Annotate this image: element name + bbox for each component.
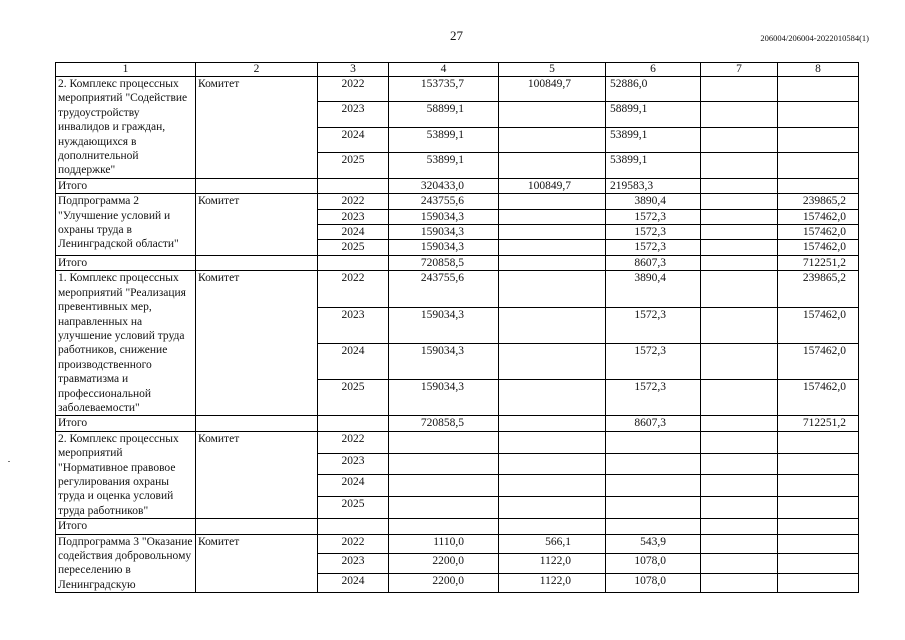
column-header: 8 [778, 63, 859, 77]
executor-cell: Комитет [196, 271, 318, 416]
document-code: 206004/206004-2022010584(1) [760, 33, 869, 43]
program-name-cell: 2. Комплекс процессных мероприятий "Нормативное правовое регулирования охраны труда и оценка условий труда работников" [56, 431, 196, 518]
col5-cell [499, 431, 606, 453]
column-header: 5 [499, 63, 606, 77]
col6-cell: 1078,0 [606, 573, 701, 593]
col8-cell: 157462,0 [778, 209, 859, 224]
col5-cell [499, 380, 606, 416]
col4-cell: 243755,6 [389, 271, 499, 307]
col5-cell [499, 307, 606, 343]
total-col8 [778, 519, 859, 534]
table-row [56, 534, 859, 554]
total-label: Итого [56, 416, 196, 431]
empty-cell [318, 255, 389, 270]
column-header-row [56, 63, 859, 77]
col6-cell [606, 497, 701, 519]
year-cell: 2024 [318, 343, 389, 379]
total-col4: 720858,5 [389, 416, 499, 431]
col4-cell: 159034,3 [389, 343, 499, 379]
col7-cell [701, 343, 778, 379]
table-row [56, 271, 859, 307]
col4-cell: 159034,3 [389, 225, 499, 240]
executor-cell: Комитет [196, 534, 318, 593]
year-cell: 2023 [318, 209, 389, 224]
col7-cell [701, 271, 778, 307]
executor-cell: Комитет [196, 431, 318, 518]
col8-cell: 157462,0 [778, 343, 859, 379]
col5-cell: 1122,0 [499, 554, 606, 574]
total-row [56, 178, 859, 193]
total-col6 [606, 519, 701, 534]
table-row [56, 194, 859, 209]
empty-cell [196, 519, 318, 534]
col6-cell: 53899,1 [606, 127, 701, 152]
year-cell: 2024 [318, 225, 389, 240]
col8-cell [778, 573, 859, 593]
total-col8 [778, 178, 859, 193]
col8-cell [778, 497, 859, 519]
total-col8: 712251,2 [778, 416, 859, 431]
col4-cell: 53899,1 [389, 127, 499, 152]
total-row [56, 255, 859, 270]
col8-cell: 157462,0 [778, 380, 859, 416]
year-cell: 2023 [318, 554, 389, 574]
total-label: Итого [56, 178, 196, 193]
col7-cell [701, 102, 778, 127]
year-cell: 2023 [318, 102, 389, 127]
col7-cell [701, 534, 778, 554]
total-col6: 219583,3 [606, 178, 701, 193]
col7-cell [701, 497, 778, 519]
col6-cell: 1572,3 [606, 380, 701, 416]
column-header: 3 [318, 63, 389, 77]
col8-cell [778, 153, 859, 178]
year-cell: 2023 [318, 307, 389, 343]
executor-cell: Комитет [196, 194, 318, 256]
empty-cell [196, 178, 318, 193]
col8-cell: 157462,0 [778, 225, 859, 240]
year-cell: 2025 [318, 240, 389, 255]
year-cell: 2024 [318, 573, 389, 593]
col5-cell [499, 240, 606, 255]
col7-cell [701, 453, 778, 475]
column-header: 6 [606, 63, 701, 77]
program-name-cell: Подпрограмма 2 "Улучшение условий и охраны труда в Ленинградской области" [56, 194, 196, 256]
col6-cell: 53899,1 [606, 153, 701, 178]
col4-cell: 2200,0 [389, 573, 499, 593]
col7-cell [701, 307, 778, 343]
col5-cell: 566,1 [499, 534, 606, 554]
total-col7 [701, 519, 778, 534]
column-header: 4 [389, 63, 499, 77]
total-col4 [389, 519, 499, 534]
year-cell: 2022 [318, 77, 389, 102]
total-label: Итого [56, 255, 196, 270]
col8-cell [778, 554, 859, 574]
col4-cell [389, 453, 499, 475]
col5-cell [499, 127, 606, 152]
col6-cell [606, 453, 701, 475]
total-col5 [499, 416, 606, 431]
col8-cell [778, 102, 859, 127]
total-col6: 8607,3 [606, 255, 701, 270]
total-col5 [499, 519, 606, 534]
total-row [56, 519, 859, 534]
col8-cell: 239865,2 [778, 271, 859, 307]
page-number: 27 [450, 28, 463, 43]
year-cell: 2024 [318, 475, 389, 497]
col6-cell: 58899,1 [606, 102, 701, 127]
col8-cell: 239865,2 [778, 194, 859, 209]
column-header: 7 [701, 63, 778, 77]
year-cell: 2025 [318, 153, 389, 178]
col7-cell [701, 554, 778, 574]
col4-cell: 159034,3 [389, 209, 499, 224]
col8-cell [778, 453, 859, 475]
total-col6: 8607,3 [606, 416, 701, 431]
col6-cell: 543,9 [606, 534, 701, 554]
budget-table [55, 62, 859, 593]
col4-cell: 2200,0 [389, 554, 499, 574]
empty-cell [318, 178, 389, 193]
empty-cell [318, 519, 389, 534]
col6-cell: 3890,4 [606, 271, 701, 307]
col6-cell: 1572,3 [606, 225, 701, 240]
col5-cell [499, 153, 606, 178]
col8-cell [778, 475, 859, 497]
col8-cell [778, 534, 859, 554]
col8-cell [778, 431, 859, 453]
total-label: Итого [56, 519, 196, 534]
year-cell: 2022 [318, 431, 389, 453]
total-col7 [701, 255, 778, 270]
col5-cell [499, 225, 606, 240]
col5-cell: 100849,7 [499, 77, 606, 102]
col7-cell [701, 475, 778, 497]
table-row [56, 431, 859, 453]
col5-cell [499, 453, 606, 475]
year-cell: 2024 [318, 127, 389, 152]
table-row [56, 77, 859, 102]
col4-cell [389, 431, 499, 453]
total-col7 [701, 178, 778, 193]
col5-cell [499, 497, 606, 519]
year-cell: 2022 [318, 534, 389, 554]
total-col4: 320433,0 [389, 178, 499, 193]
year-cell: 2022 [318, 194, 389, 209]
col7-cell [701, 380, 778, 416]
col6-cell: 1572,3 [606, 209, 701, 224]
col4-cell: 58899,1 [389, 102, 499, 127]
col7-cell [701, 225, 778, 240]
col7-cell [701, 153, 778, 178]
year-cell: 2025 [318, 497, 389, 519]
col4-cell [389, 497, 499, 519]
col5-cell [499, 209, 606, 224]
col8-cell [778, 77, 859, 102]
col6-cell: 1078,0 [606, 554, 701, 574]
col7-cell [701, 77, 778, 102]
col4-cell: 159034,3 [389, 240, 499, 255]
col5-cell: 1122,0 [499, 573, 606, 593]
empty-cell [318, 416, 389, 431]
year-cell: 2025 [318, 380, 389, 416]
col7-cell [701, 240, 778, 255]
column-header: 1 [56, 63, 196, 77]
col5-cell [499, 102, 606, 127]
total-col5 [499, 255, 606, 270]
col7-cell [701, 431, 778, 453]
col8-cell [778, 127, 859, 152]
col6-cell: 52886,0 [606, 77, 701, 102]
col8-cell: 157462,0 [778, 307, 859, 343]
col7-cell [701, 209, 778, 224]
col5-cell [499, 194, 606, 209]
total-col5: 100849,7 [499, 178, 606, 193]
empty-cell [196, 255, 318, 270]
col6-cell: 1572,3 [606, 307, 701, 343]
col6-cell: 1572,3 [606, 240, 701, 255]
col4-cell: 159034,3 [389, 380, 499, 416]
col6-cell: 3890,4 [606, 194, 701, 209]
col7-cell [701, 127, 778, 152]
col4-cell: 1110,0 [389, 534, 499, 554]
total-col8: 712251,2 [778, 255, 859, 270]
total-col4: 720858,5 [389, 255, 499, 270]
column-header: 2 [196, 63, 318, 77]
year-cell: 2023 [318, 453, 389, 475]
program-name-cell: 1. Комплекс процессных мероприятий "Реализация превентивных мер, направленных на улучшение условий труда работников, снижение производственного травматизма и профессиональной заболеваемости" [56, 271, 196, 416]
executor-cell: Комитет [196, 77, 318, 179]
program-name-cell: Подпрограмма 3 "Оказание содействия добровольному переселению в Ленинградскую [56, 534, 196, 593]
total-col7 [701, 416, 778, 431]
col5-cell [499, 475, 606, 497]
col4-cell: 243755,6 [389, 194, 499, 209]
col4-cell: 159034,3 [389, 307, 499, 343]
year-cell: 2022 [318, 271, 389, 307]
col6-cell [606, 431, 701, 453]
total-row [56, 416, 859, 431]
empty-cell [196, 416, 318, 431]
col4-cell [389, 475, 499, 497]
col4-cell: 153735,7 [389, 77, 499, 102]
program-name-cell: 2. Комплекс процессных мероприятий "Содействие трудоустройству инвалидов и граждан, нуждающихся в дополнительной поддержке" [56, 77, 196, 179]
col4-cell: 53899,1 [389, 153, 499, 178]
col8-cell: 157462,0 [778, 240, 859, 255]
col7-cell [701, 573, 778, 593]
col6-cell: 1572,3 [606, 343, 701, 379]
col6-cell [606, 475, 701, 497]
scan-speck [8, 461, 10, 462]
col5-cell [499, 271, 606, 307]
col5-cell [499, 343, 606, 379]
col7-cell [701, 194, 778, 209]
